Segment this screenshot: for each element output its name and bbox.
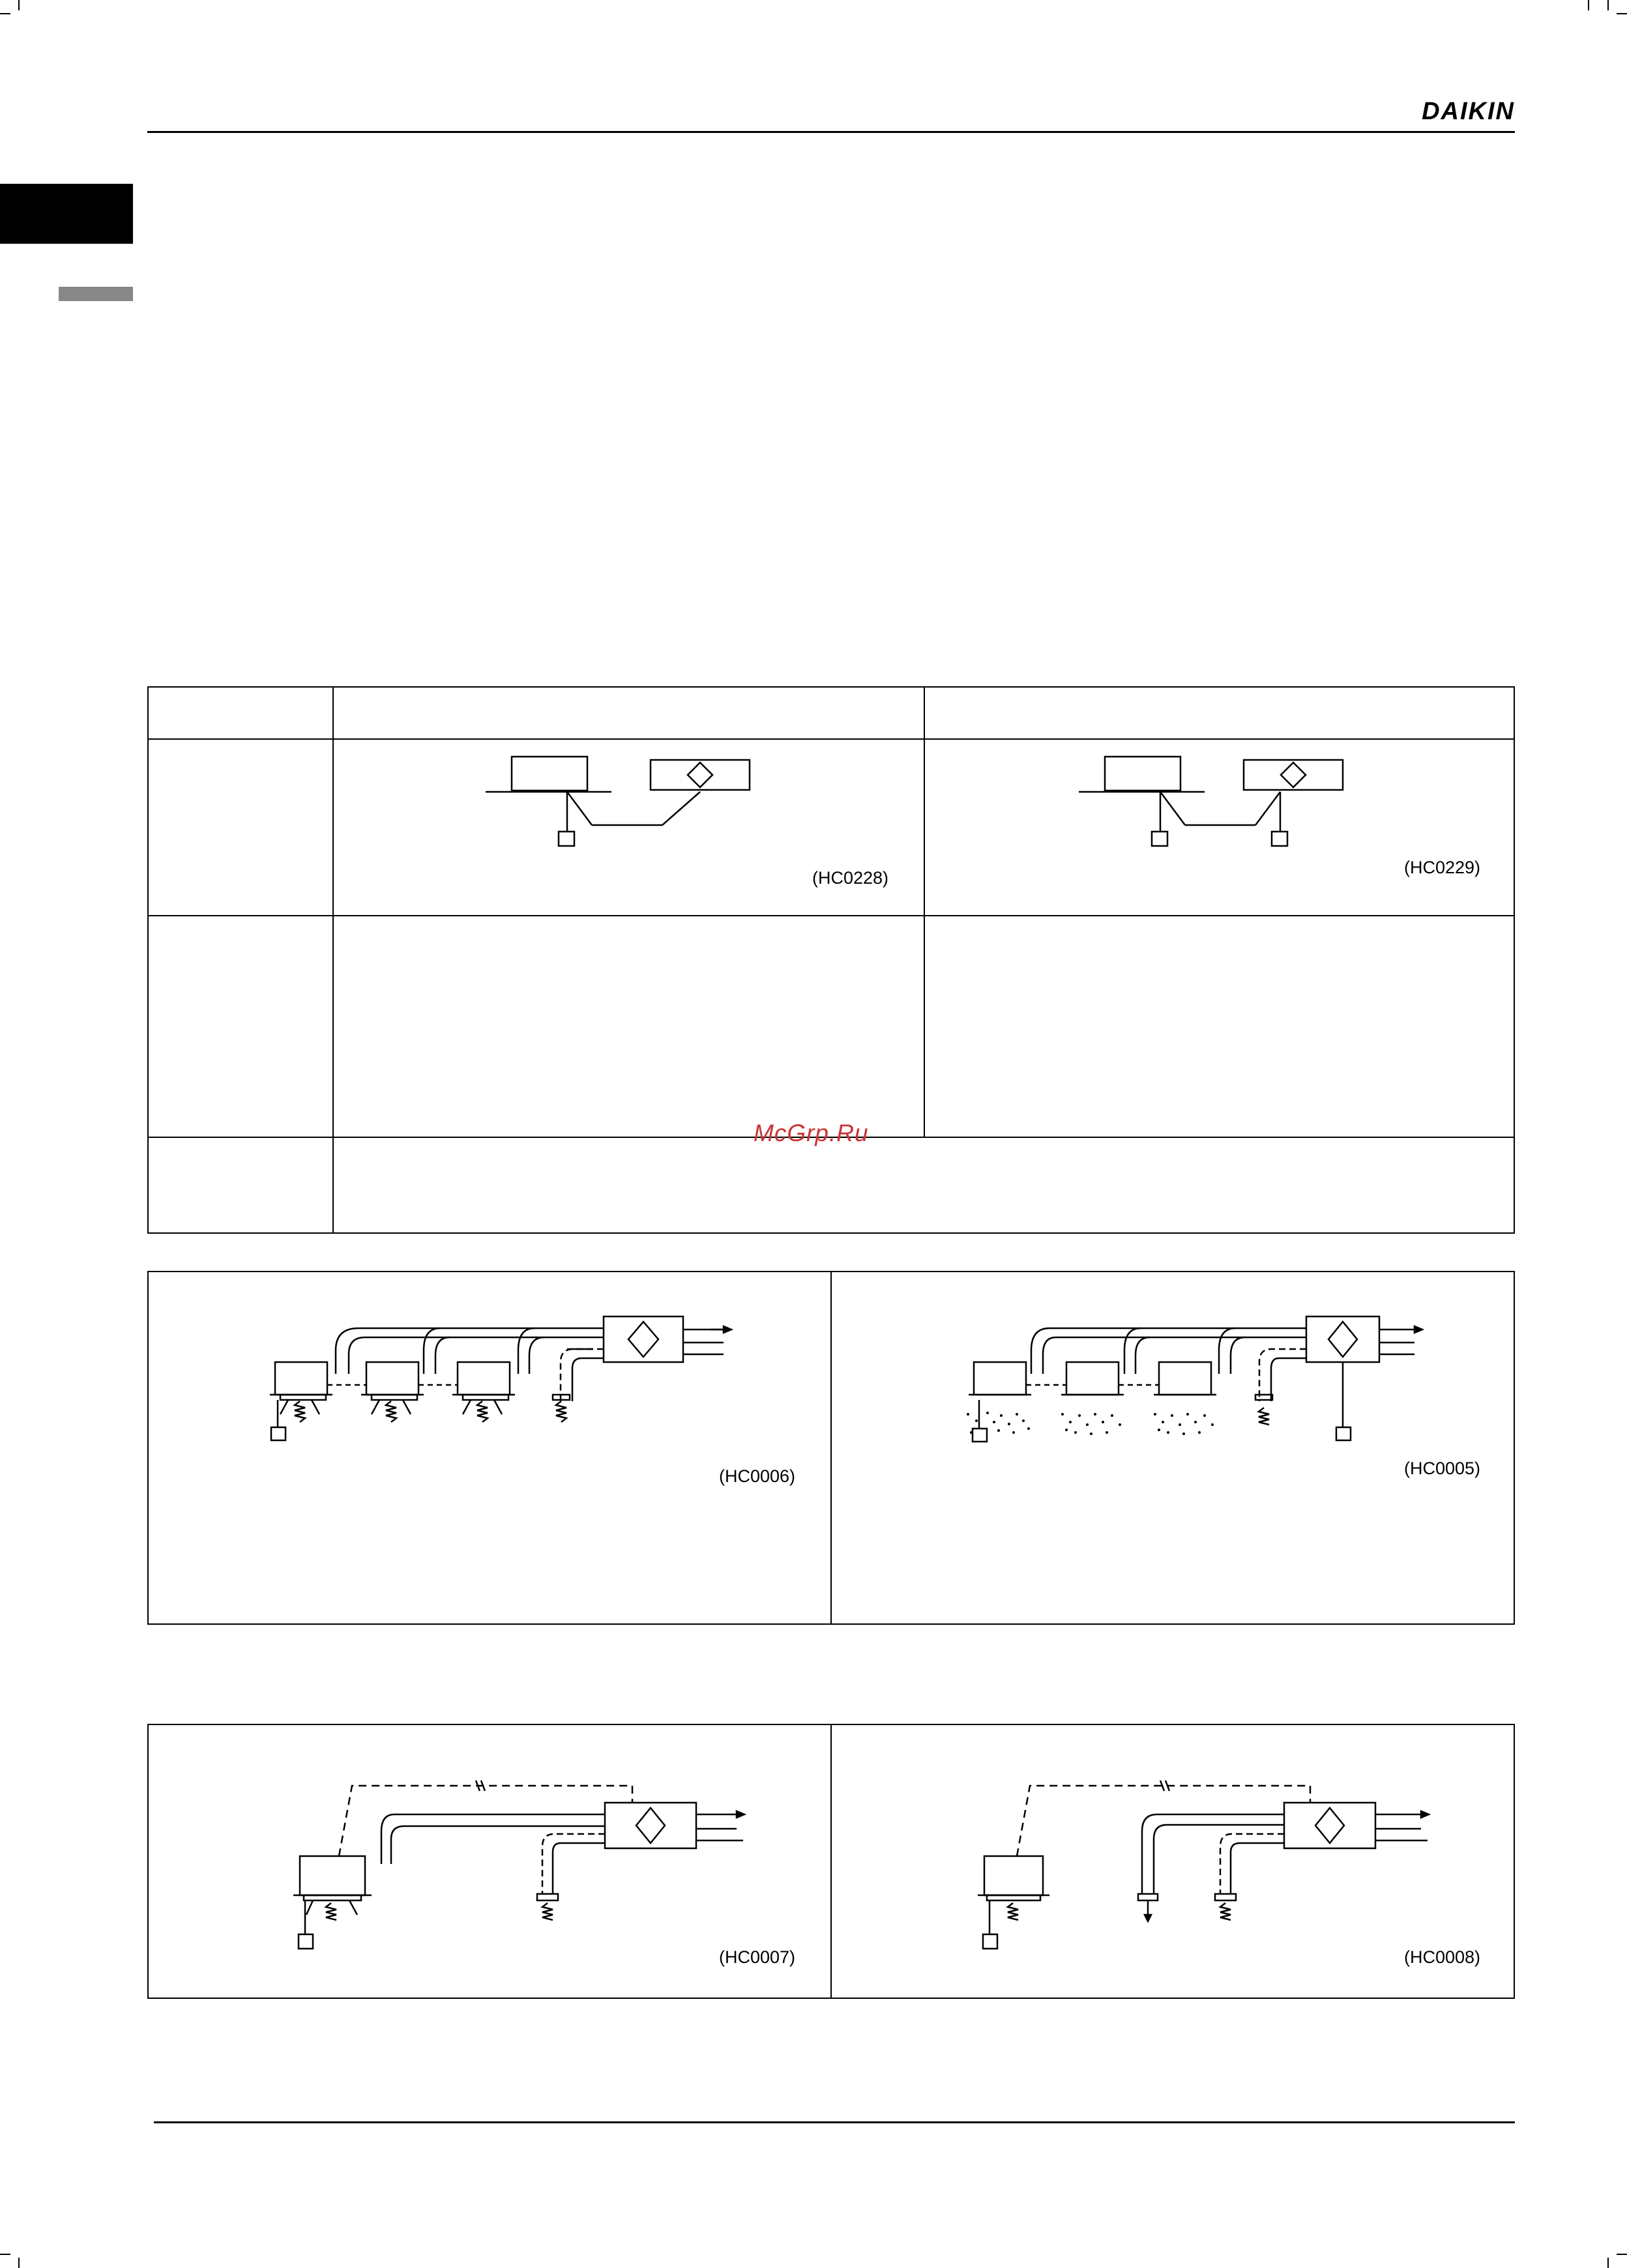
table-row-divider <box>147 738 1515 740</box>
crop-mark <box>1617 2254 1627 2255</box>
diagram-hc0228 <box>482 755 756 852</box>
crop-mark <box>1588 0 1589 10</box>
figure-code: (HC0007) <box>719 1947 796 1967</box>
table-col-divider <box>332 686 334 1232</box>
diagram-hc0008 <box>971 1766 1441 1962</box>
box-divider <box>830 1724 832 1998</box>
watermark: McGrp.Ru <box>754 1120 869 1146</box>
crop-mark <box>0 2254 10 2255</box>
diagram-hc0006 <box>267 1310 737 1440</box>
crop-mark <box>1607 0 1609 10</box>
footer-rule <box>154 2121 1515 2123</box>
diagram-hc0229 <box>1076 755 1349 852</box>
box-divider <box>830 1271 832 1623</box>
crop-mark <box>0 13 10 14</box>
table-col-divider <box>924 686 925 1137</box>
diagram-hc0007 <box>287 1766 756 1962</box>
section-indicator <box>59 287 133 301</box>
section-tab <box>0 184 133 244</box>
diagram-hc0005 <box>958 1310 1428 1447</box>
figure-code: (HC0006) <box>719 1466 796 1486</box>
figure-code: (HC0008) <box>1404 1947 1481 1967</box>
figure-code: (HC0229) <box>1404 858 1481 877</box>
crop-mark <box>18 0 20 10</box>
crop-mark <box>18 2258 20 2268</box>
brand-logo: DAIKIN <box>1422 98 1515 125</box>
header-rule <box>147 131 1515 133</box>
crop-mark <box>1607 2258 1609 2268</box>
figure-code: (HC0228) <box>812 868 889 888</box>
crop-mark <box>1617 13 1627 14</box>
figure-code: (HC0005) <box>1404 1459 1481 1478</box>
table-row-divider <box>147 915 1515 916</box>
